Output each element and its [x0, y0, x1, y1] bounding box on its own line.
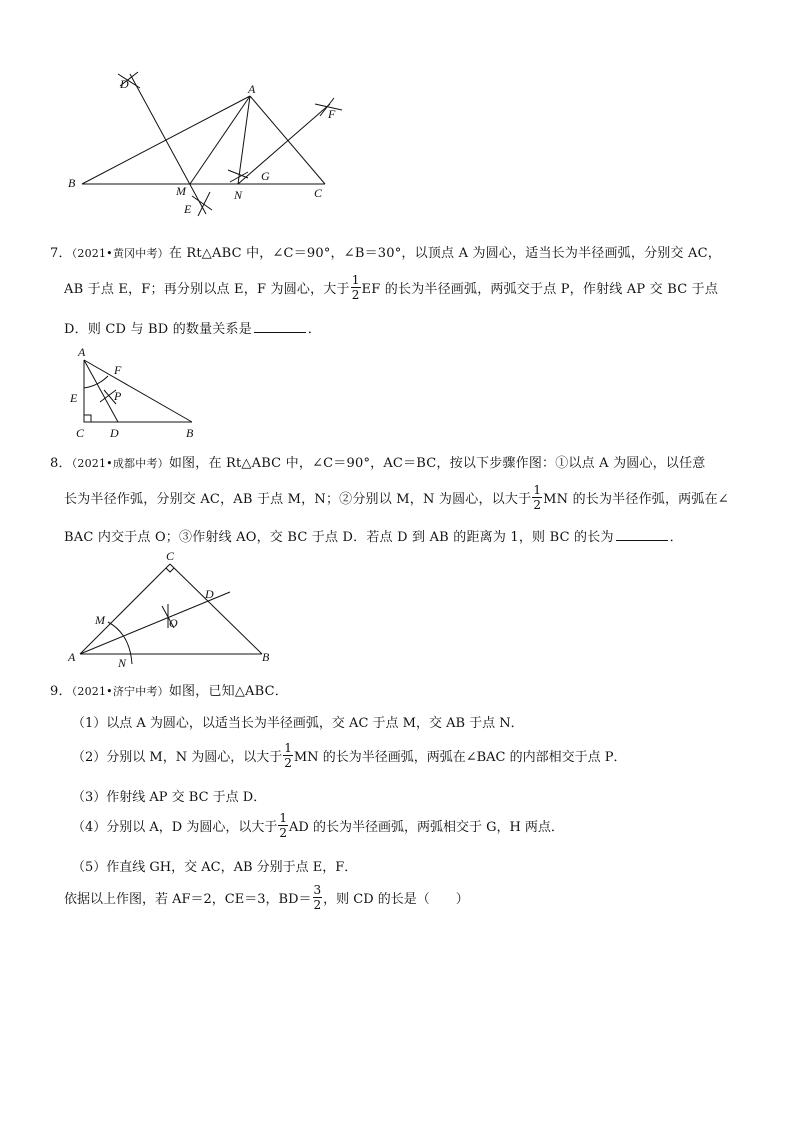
q9-step-5: （5）作直线 GH，交 AC，AB 分别于点 E，F．	[72, 860, 358, 875]
q9-frac2-den: 2	[279, 826, 287, 840]
q8-fig-label-a: A	[68, 650, 76, 664]
q8-fig-label-o: O	[169, 616, 178, 630]
q8-answer-blank[interactable]	[616, 528, 668, 541]
q9-intro: 如图，已知△ABC．	[168, 684, 288, 699]
q7-answer-blank[interactable]	[254, 320, 306, 333]
q9-step-2	[72, 741, 627, 771]
q9-final-b: ，则 CD 的长是（ ）	[323, 892, 469, 907]
q9-fraction-1	[283, 742, 293, 769]
q7-text-2a: AB 于点 E，F；再分别以点 E，F 为圆心，大于	[64, 282, 350, 297]
fig1-label-d: D	[120, 77, 129, 91]
q8-number: 8．	[50, 456, 72, 471]
q7-text-1: 在 Rt△ABC 中，∠C＝90°，∠B＝30°，以顶点 A 为圆心，适当长为半径画弧，分别交 AC，	[168, 246, 721, 261]
fig1-label-e: E	[184, 202, 192, 216]
q7-number: 7．	[50, 246, 72, 261]
q8-frac-den: 2	[533, 498, 542, 512]
q8-fraction	[532, 484, 542, 511]
q7-fig-label-d: D	[110, 426, 119, 440]
q8-source: （2021•成都中考）	[71, 457, 169, 470]
q9-fraction-2	[278, 812, 288, 839]
q8-frac-num: 1	[533, 483, 542, 497]
q7-text-3b: ．	[307, 322, 322, 337]
figure-q8	[62, 546, 282, 671]
q8-fig-label-c: C	[166, 549, 175, 563]
q9-final	[64, 883, 469, 913]
q7-fig-label-f: F	[114, 363, 122, 377]
figure-construction-1	[60, 60, 360, 225]
q7-line-2	[64, 273, 719, 303]
q8-fig-label-d: D	[205, 587, 214, 601]
q8-text-1: 如图，在 Rt△ABC 中，∠C＝90°，AC＝BC，按以下步骤作图：①以点 A 为圆心，以任意	[168, 456, 706, 471]
q9-frac1-den: 2	[284, 756, 292, 770]
fig1-label-a: A	[248, 82, 256, 96]
q9-step-1: （1）以点 A 为圆心，以适当长为半径画弧，交 AC 于点 M，交 AB 于点 N．	[72, 716, 524, 731]
q7-frac-den: 2	[351, 288, 360, 302]
q7-fig-label-c: C	[76, 426, 85, 440]
q7-fig-label-a: A	[78, 345, 86, 359]
q9-frac-bd-den: 2	[313, 898, 322, 912]
q8-line-3	[64, 526, 683, 545]
q7-fig-label-e: E	[70, 391, 78, 405]
q8-fig-label-m: M	[95, 613, 105, 627]
fig1-label-c: C	[314, 186, 323, 200]
q8-line-2	[64, 483, 729, 513]
q8-text-2a: 长为半径作弧，分别交 AC，AB 于点 M，N；②分别以 M，N 为圆心，以大于	[64, 492, 532, 507]
fig1-label-b: B	[68, 176, 76, 190]
q8-fig-label-b: B	[262, 650, 270, 664]
q9-step-2b: MN 的长为半径画弧，两弧在∠BAC 的内部相交于点 P．	[293, 750, 627, 765]
q8-text-3a: BAC 内交于点 O；③作射线 AO，交 BC 于点 D．若点 D 到 AB 的距离为 1，则 BC 的长为	[64, 530, 614, 545]
q9-frac1-num: 1	[284, 741, 292, 755]
fig1-label-g: G	[261, 169, 270, 183]
q9-number: 9．	[50, 684, 72, 699]
q7-text-3a: D．则 CD 与 BD 的数量关系是	[64, 322, 252, 337]
q8-fig-label-n: N	[118, 656, 127, 670]
figure-q7	[64, 342, 204, 442]
q8-text-2b: MN 的长为半径作弧，两弧在∠	[543, 492, 729, 507]
q7-line-1	[50, 242, 721, 261]
q7-source: （2021•黄冈中考）	[71, 247, 169, 260]
q7-fig-label-b: B	[186, 426, 194, 440]
q7-text-2b: EF 的长为半径画弧，两弧交于点 P，作射线 AP 交 BC 于点	[361, 282, 719, 297]
q9-frac-bd-num: 3	[313, 883, 322, 897]
q9-source: （2021•济宁中考）	[71, 685, 169, 698]
fig1-label-f: F	[328, 107, 336, 121]
q9-fraction-bd	[313, 884, 323, 911]
fig1-label-n: N	[234, 188, 243, 202]
q8-text-3b: ．	[669, 530, 683, 545]
q9-step-2a: （2）分别以 M，N 为圆心，以大于	[72, 750, 283, 765]
q7-frac-num: 1	[351, 273, 360, 287]
q9-final-a: 依据以上作图，若 AF＝2，CE＝3，BD＝	[64, 892, 312, 907]
fig1-label-m: M	[176, 184, 186, 198]
q7-line-3	[64, 318, 321, 337]
q9-frac2-num: 1	[279, 811, 287, 825]
q8-line-1	[50, 452, 705, 471]
q7-fraction	[351, 274, 361, 301]
q9-step-3: （3）作射线 AP 交 BC 于点 D．	[72, 790, 267, 805]
q9-step-4a: （4）分别以 A，D 为圆心，以大于	[72, 820, 278, 835]
q9-line-1	[50, 680, 288, 699]
q9-step-4	[72, 811, 564, 841]
q7-fig-label-p: P	[114, 389, 122, 403]
q9-step-4b: AD 的长为半径画弧，两弧相交于 G，H 两点．	[289, 820, 564, 835]
